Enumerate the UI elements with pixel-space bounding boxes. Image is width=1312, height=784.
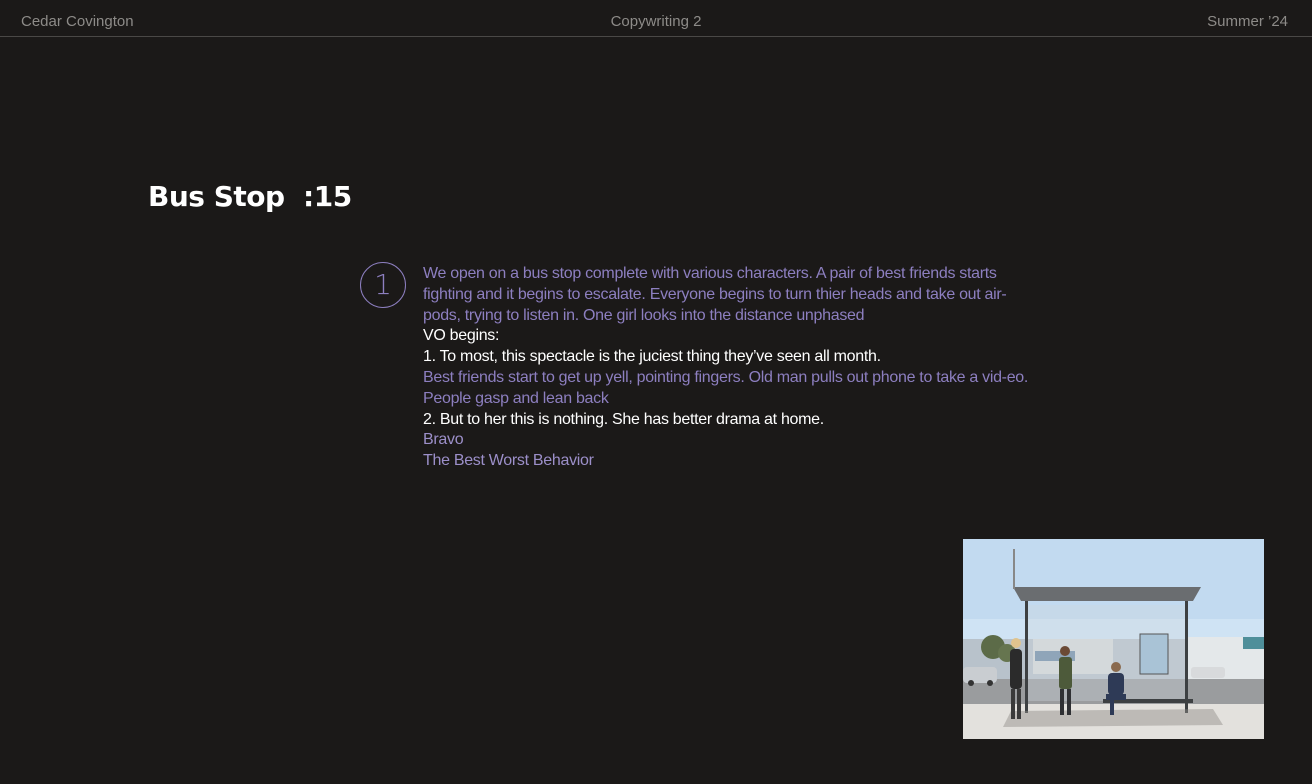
script-body bbox=[423, 264, 1043, 472]
script-direction-1: We open on a bus stop complete with various characters. A pair of best friends starts fighting and it begins to escalate. Everyone begins to turn thier heads and take out air-pods, trying to listen in. One girl looks into the distance unphased bbox=[423, 265, 1007, 324]
script-brand: Bravo bbox=[423, 431, 464, 449]
top-bar bbox=[0, 0, 1312, 37]
bus-stop-illustration bbox=[963, 539, 1264, 739]
script-vo-line-1: 1. To most, this spectacle is the juciest thing they’ve seen all month. bbox=[423, 348, 881, 366]
page-title: Bus Stop :15 bbox=[148, 180, 352, 213]
author-name: Cedar Covington bbox=[21, 13, 134, 30]
bus-stop-photo bbox=[963, 539, 1264, 739]
scene-number-badge bbox=[360, 262, 406, 308]
scene-number: 1 bbox=[374, 267, 392, 301]
course-title: Copywriting 2 bbox=[610, 13, 702, 30]
script-tagline: The Best Worst Behavior bbox=[423, 452, 594, 470]
term-label: Summer ’24 bbox=[1207, 13, 1288, 30]
script-vo-intro: VO begins: bbox=[423, 327, 500, 345]
script-direction-2: Best friends start to get up yell, pointing fingers. Old man pulls out phone to take a vid-eo. People gasp and lean back bbox=[423, 368, 1029, 407]
script-vo-line-2: 2. But to her this is nothing. She has better drama at home. bbox=[423, 410, 824, 428]
